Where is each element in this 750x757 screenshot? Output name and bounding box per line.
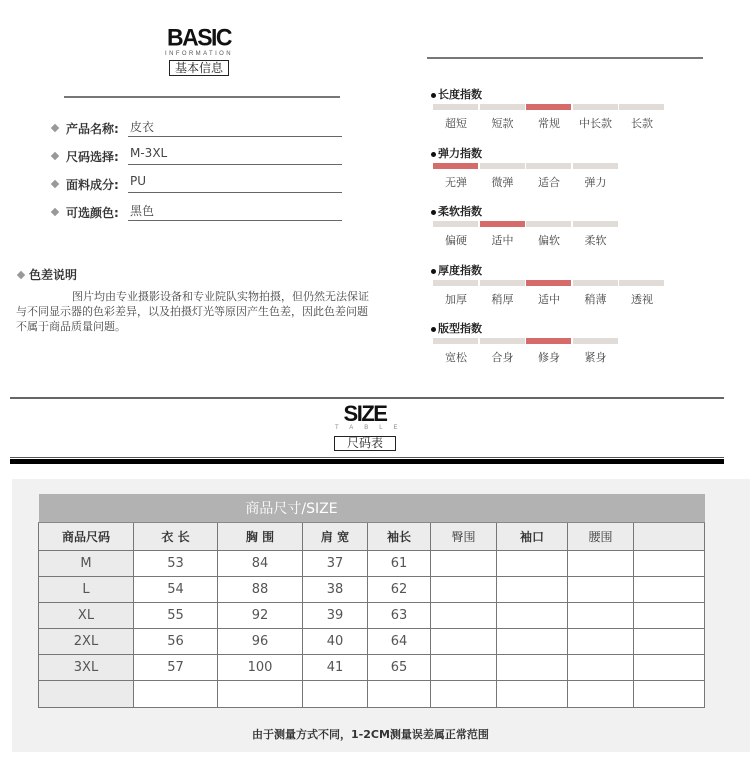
index-title <box>431 86 482 102</box>
size-value-cell: 92 <box>218 603 303 629</box>
index-option: 稍厚 <box>491 293 514 306</box>
size-divider-thick <box>10 459 724 464</box>
index-bar <box>433 221 478 227</box>
basic-divider-left <box>64 96 340 98</box>
size-table-header-cell: 胸 围 <box>218 523 303 551</box>
index-bar <box>619 280 664 286</box>
index-option: 偏软 <box>538 234 560 247</box>
size-value-cell: 37 <box>303 551 368 577</box>
size-value-cell <box>634 551 705 577</box>
size-divider-thin <box>10 457 724 458</box>
index-title-text: 长度指数 <box>438 88 482 101</box>
size-value-cell: 88 <box>218 577 303 603</box>
size-table-header-cell: 商品尺码 <box>39 523 134 551</box>
bullet-dot-icon <box>431 93 436 98</box>
size-table-row <box>39 551 705 577</box>
size-table-logo <box>325 401 409 451</box>
basic-logo-subtitle: INFORMATION <box>165 51 233 57</box>
size-label-cell: XL <box>39 603 134 629</box>
index-bar <box>480 338 525 344</box>
index-option: 长款 <box>631 117 653 130</box>
size-label-cell: 3XL <box>39 655 134 681</box>
color-note-text <box>16 289 391 334</box>
size-value-cell <box>497 681 568 708</box>
index-bar <box>433 104 478 110</box>
index-bar-selected <box>526 338 571 344</box>
spec-value: PU <box>128 174 342 193</box>
index-bar <box>573 338 618 344</box>
index-option: 常规 <box>538 117 560 130</box>
spec-row-product-name <box>52 120 342 140</box>
size-value-cell: 41 <box>303 655 368 681</box>
index-title-text: 柔软指数 <box>438 205 482 218</box>
size-table-row <box>39 577 705 603</box>
size-value-cell <box>497 577 568 603</box>
index-bar <box>480 104 525 110</box>
size-value-cell: 53 <box>134 551 218 577</box>
size-table-header-row <box>39 523 705 551</box>
index-option: 无弹 <box>445 176 467 189</box>
index-bar <box>573 280 618 286</box>
spec-row-color <box>52 204 342 224</box>
bullet-dot-icon <box>431 269 436 274</box>
color-note-line: 与不同显示器的色彩差异，以及拍摄灯光等原因产生色差，因此色差问题 <box>16 305 368 318</box>
size-value-cell: 61 <box>368 551 431 577</box>
size-table-row <box>39 681 705 708</box>
basic-logo-label: 基本信息 <box>169 60 229 76</box>
index-option: 修身 <box>538 351 560 364</box>
size-value-cell <box>634 603 705 629</box>
spec-value: 皮衣 <box>128 118 342 137</box>
index-option: 弹力 <box>584 176 607 189</box>
size-value-cell <box>497 655 568 681</box>
color-note-title: 色差说明 <box>29 268 78 282</box>
size-value-cell: 64 <box>368 629 431 655</box>
index-option: 柔软 <box>584 234 607 247</box>
index-title <box>431 320 482 336</box>
diamond-bullet-icon <box>17 271 25 279</box>
spec-label: 可选颜色: <box>66 206 119 220</box>
size-value-cell: 65 <box>368 655 431 681</box>
spec-value: M-3XL <box>128 146 342 165</box>
index-option: 加厚 <box>445 293 467 306</box>
spec-value: 黑色 <box>128 202 342 221</box>
spec-label: 产品名称: <box>66 122 119 136</box>
index-title-text: 厚度指数 <box>438 264 482 277</box>
index-title-text: 弹力指数 <box>438 147 482 160</box>
index-bar-selected <box>433 163 478 169</box>
size-table-row <box>39 629 705 655</box>
index-option: 合身 <box>491 351 514 364</box>
diamond-bullet-icon <box>51 124 59 132</box>
size-value-cell <box>134 681 218 708</box>
size-value-cell <box>634 681 705 708</box>
index-bar <box>573 104 618 110</box>
size-value-cell <box>431 681 497 708</box>
size-logo-title: SIZE <box>343 401 387 426</box>
index-option: 偏硬 <box>445 234 467 247</box>
index-title <box>431 145 482 161</box>
size-value-cell: 100 <box>218 655 303 681</box>
size-table-header-cell: 肩 宽 <box>303 523 368 551</box>
size-value-cell <box>634 577 705 603</box>
bullet-dot-icon <box>431 152 436 157</box>
spec-label: 尺码选择: <box>66 150 119 164</box>
size-value-cell <box>568 551 634 577</box>
index-option: 适中 <box>491 234 514 247</box>
size-value-cell <box>568 603 634 629</box>
size-table-header-cell: 袖长 <box>368 523 431 551</box>
index-option: 微弹 <box>491 176 514 189</box>
index-bar-selected <box>526 280 571 286</box>
index-option: 宽松 <box>445 351 467 364</box>
size-label-cell: M <box>39 551 134 577</box>
size-logo-label: 尺码表 <box>334 436 396 451</box>
size-divider-top <box>10 397 724 399</box>
index-bar <box>433 280 478 286</box>
index-option: 紧身 <box>584 351 607 364</box>
size-value-cell <box>497 603 568 629</box>
size-value-cell <box>568 655 634 681</box>
size-value-cell <box>634 655 705 681</box>
size-value-cell <box>497 551 568 577</box>
color-note-line: 不属于商品质量问题。 <box>16 320 126 333</box>
basic-info-logo <box>150 23 248 76</box>
size-value-cell: 62 <box>368 577 431 603</box>
size-label-cell <box>39 681 134 708</box>
index-option: 适中 <box>538 293 560 306</box>
size-value-cell: 84 <box>218 551 303 577</box>
size-table-header-cell: 衣 长 <box>134 523 218 551</box>
index-bar-selected <box>526 104 571 110</box>
size-table-row <box>39 603 705 629</box>
color-note-line: 图片均由专业摄影设备和专业院队实物拍摄，但仍然无法保证 <box>72 290 369 303</box>
size-table-header-cell <box>634 523 705 551</box>
basic-logo-title: BASIC <box>166 23 232 51</box>
size-table-row <box>39 655 705 681</box>
color-note <box>16 266 391 334</box>
size-table-footnote: 由于测量方式不同，1-2CM测量误差属正常范围 <box>252 728 489 741</box>
spec-row-size <box>52 148 342 168</box>
index-option: 透视 <box>631 293 653 306</box>
size-value-cell <box>568 577 634 603</box>
size-value-cell <box>568 681 634 708</box>
index-bar <box>573 163 618 169</box>
index-option: 稍薄 <box>584 293 607 306</box>
size-value-cell: 40 <box>303 629 368 655</box>
size-logo-subtitle: TABLE <box>335 425 409 431</box>
size-value-cell <box>431 655 497 681</box>
diamond-bullet-icon <box>51 208 59 216</box>
index-bar <box>526 221 571 227</box>
index-option: 适合 <box>538 176 560 189</box>
size-value-cell: 55 <box>134 603 218 629</box>
size-table <box>38 494 705 708</box>
size-table-header-cell: 腰围 <box>568 523 634 551</box>
diamond-bullet-icon <box>51 152 59 160</box>
index-bar <box>480 280 525 286</box>
spec-row-fabric <box>52 176 342 196</box>
index-bar <box>526 163 571 169</box>
index-bar <box>619 104 664 110</box>
index-option: 超短 <box>445 117 467 130</box>
size-value-cell <box>431 603 497 629</box>
spec-label: 面料成分: <box>66 178 119 192</box>
size-value-cell <box>431 551 497 577</box>
size-value-cell: 96 <box>218 629 303 655</box>
index-bar <box>573 221 618 227</box>
size-table-caption: 商品尺寸/SIZE <box>39 494 705 523</box>
index-title-text: 版型指数 <box>438 322 482 335</box>
index-bar <box>433 338 478 344</box>
size-label-cell: 2XL <box>39 629 134 655</box>
size-value-cell <box>303 681 368 708</box>
size-value-cell <box>497 629 568 655</box>
size-value-cell: 39 <box>303 603 368 629</box>
size-table-header-cell: 袖口 <box>497 523 568 551</box>
size-value-cell <box>634 629 705 655</box>
size-value-cell <box>431 577 497 603</box>
index-option: 短款 <box>491 117 514 130</box>
bullet-dot-icon <box>431 210 436 215</box>
size-value-cell: 54 <box>134 577 218 603</box>
index-bar-selected <box>480 221 525 227</box>
size-value-cell: 38 <box>303 577 368 603</box>
size-value-cell: 63 <box>368 603 431 629</box>
size-value-cell <box>218 681 303 708</box>
size-value-cell <box>431 629 497 655</box>
size-label-cell: L <box>39 577 134 603</box>
size-value-cell: 56 <box>134 629 218 655</box>
index-title <box>431 262 482 278</box>
bullet-dot-icon <box>431 327 436 332</box>
index-option: 中长款 <box>579 117 612 130</box>
size-value-cell <box>568 629 634 655</box>
size-table-header-cell: 臀围 <box>431 523 497 551</box>
index-title <box>431 203 482 219</box>
size-value-cell <box>368 681 431 708</box>
diamond-bullet-icon <box>51 180 59 188</box>
index-bar <box>480 163 525 169</box>
basic-divider-right <box>427 57 703 59</box>
size-value-cell: 57 <box>134 655 218 681</box>
